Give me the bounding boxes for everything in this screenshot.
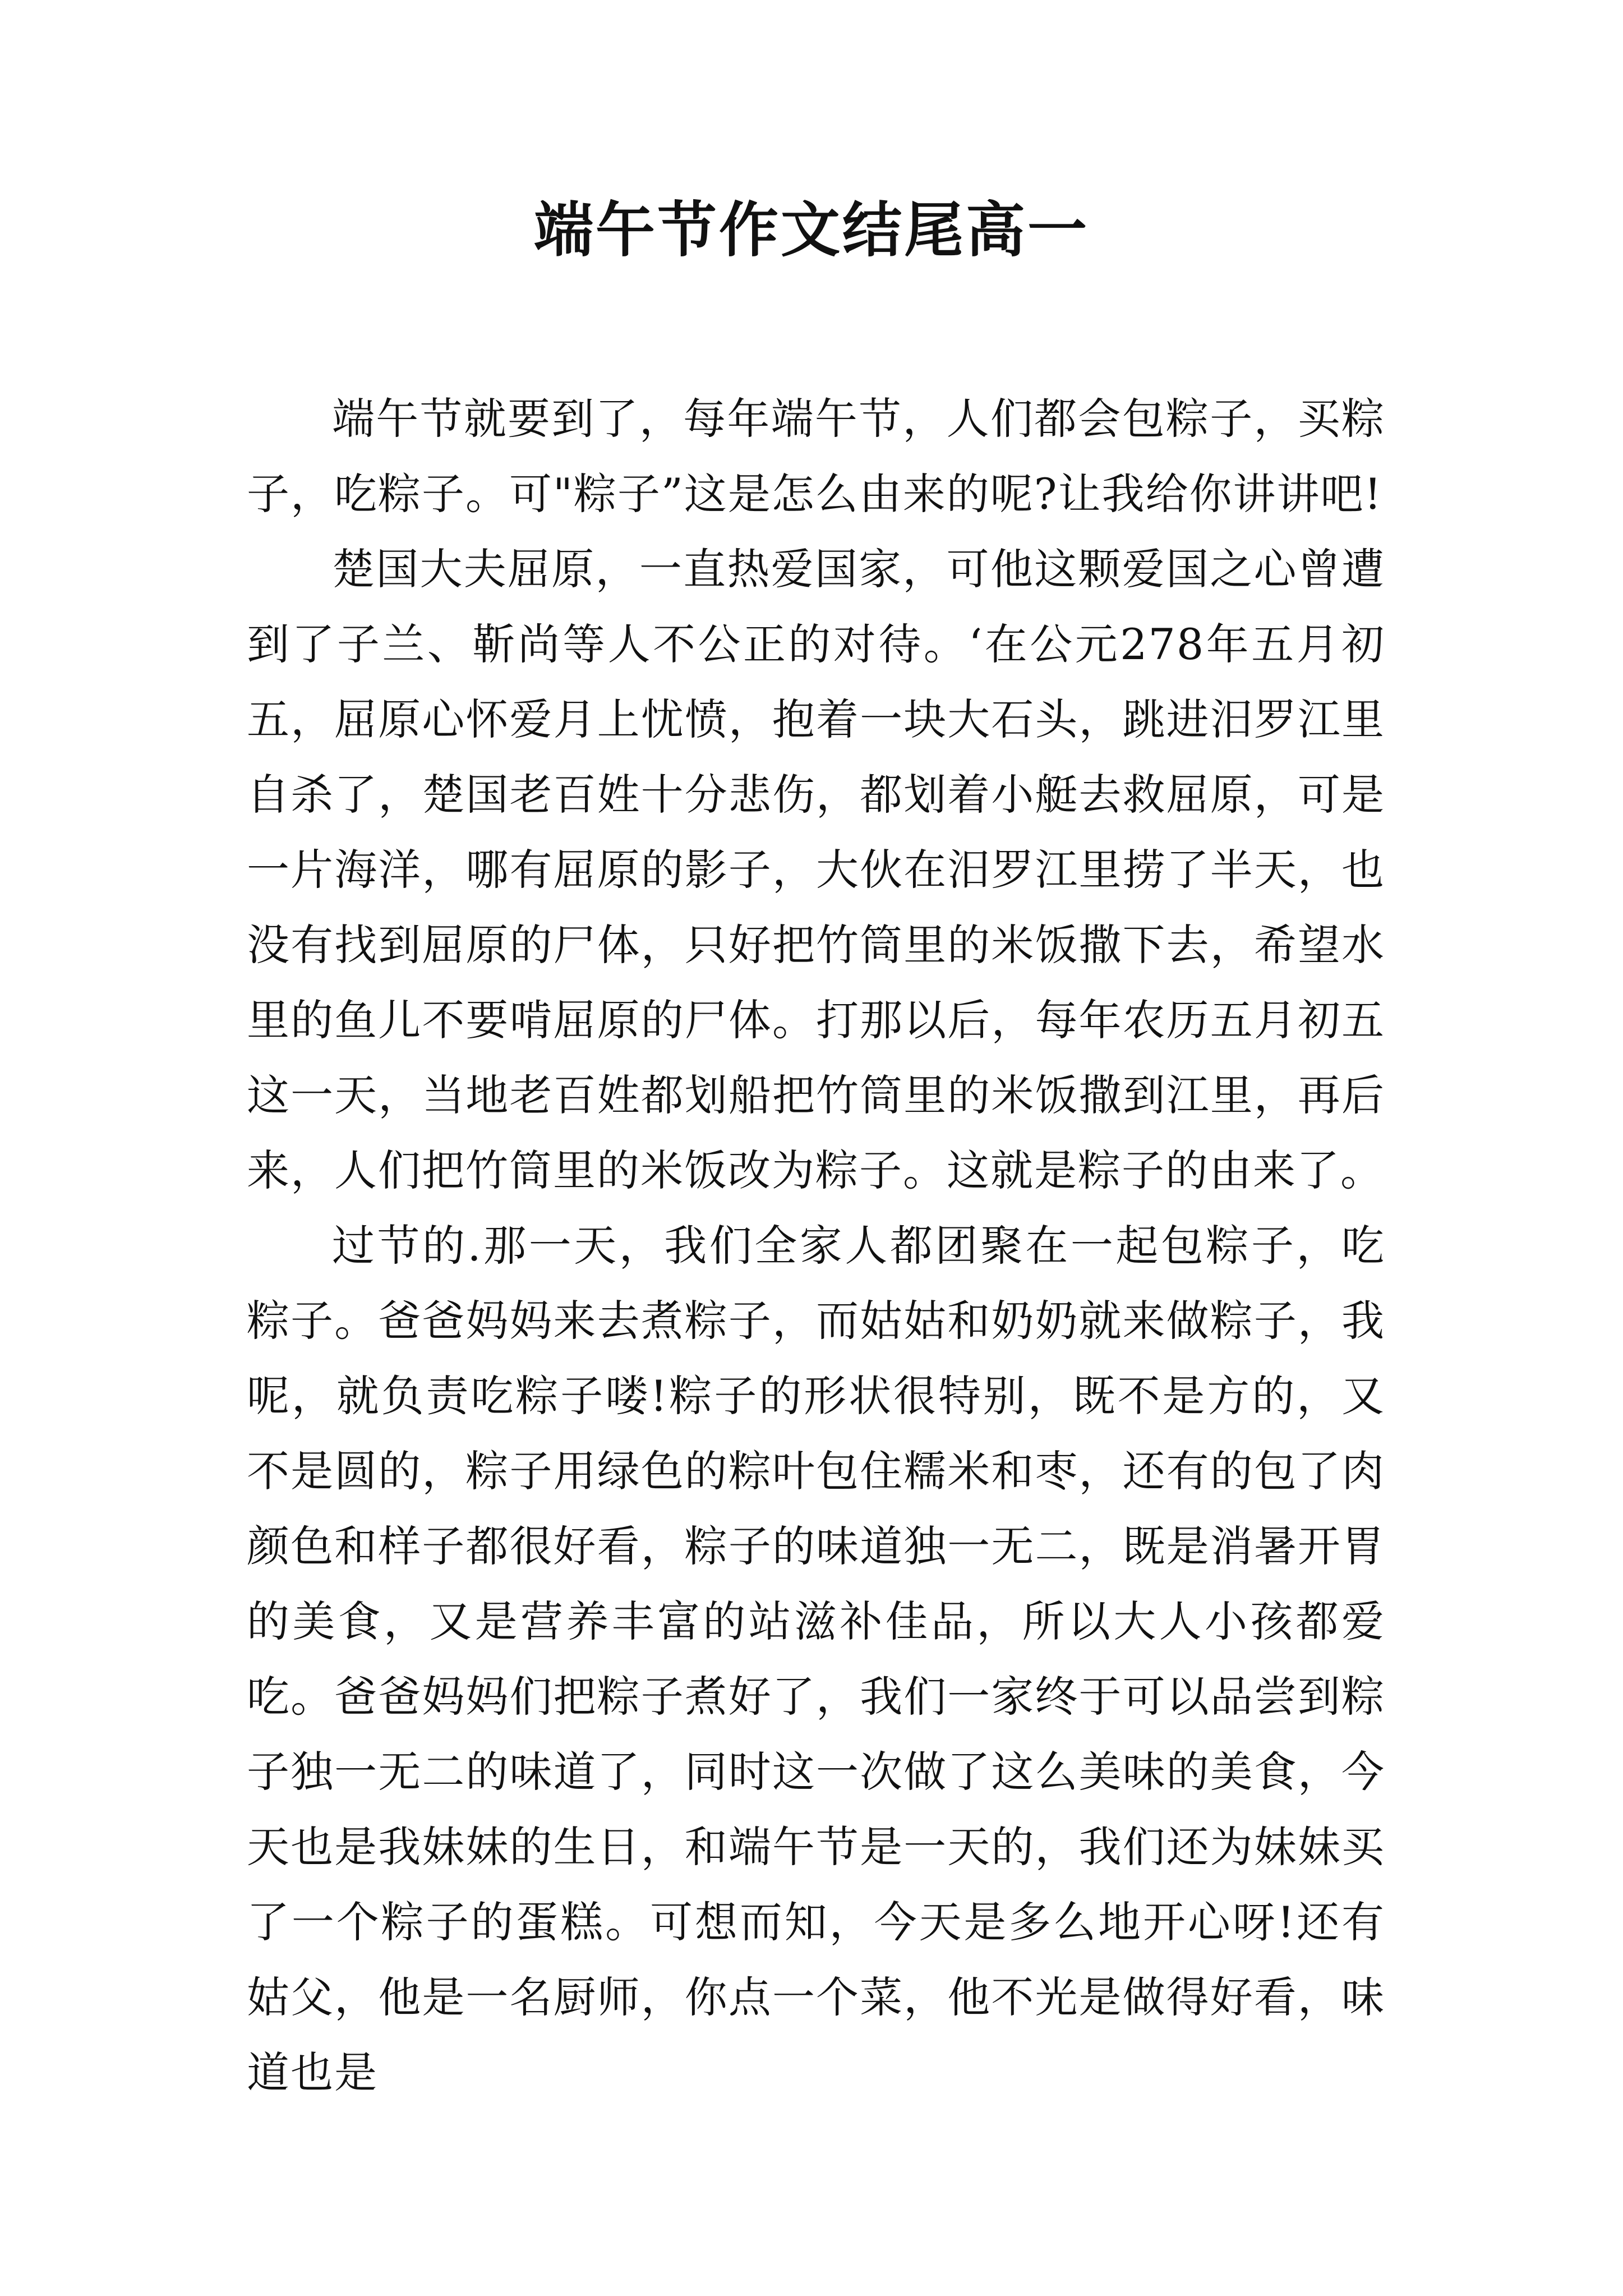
paragraph-2: 楚国大夫屈原，一直热爱国家，可他这颗爱国之心曾遭到了子兰、靳尚等人不公正的对待。‘在公元278年五月初五，屈原心怀爱月上忧愤，抱着一块大石头，跳进汨罗江里自杀了，楚国老百姓十分悲伤，都划着小艇去救屈原，可是一片海洋，哪有屈原的影子，大伙在汨罗江里捞了半天，也没有找到屈原的尸体，只好把竹筒里的米饭撒下去，希望水里的鱼儿不要啃屈原的尸体。打那以后，每年农历五月初五这一天，当地老百姓都划船把竹筒里的米饭撒到江里，再后来，人们把竹筒里的米饭改为粽子。这就是粽子的由来了。	[247, 544, 1385, 1195]
paragraph-3: 过节的.那一天，我们全家人都团聚在一起包粽子，吃粽子。爸爸妈妈来去煮粽子，而姑姑和奶奶就来做粽子，我呢，就负责吃粽子喽!粽子的形状很特别，既不是方的，又不是圆的，粽子用绿色的粽叶包住糯米和枣，还有的包了肉颜色和样子都很好看，粽子的味道独一无二，既是消暑开胃的美食，又是营养丰富的站滋补佳品，所以大人小孩都爱吃。爸爸妈妈们把粽子煮好了，我们一家终于可以品尝到粽子独一无二的味道了，同时这一次做了这么美味的美食，今天也是我妹妹的生日，和端午节是一天的，我们还为妹妹买了一个粽子的蛋糕。可想而知，今天是多么地开心呀!还有姑父，他是一名厨师，你点一个菜，他不光是做得好看，味道也是	[247, 1221, 1385, 2097]
paragraph-1: 端午节就要到了，每年端午节，人们都会包粽子，买粽子，吃粽子。可"粽子”这是怎么由来的呢?让我给你讲讲吧!	[247, 394, 1385, 519]
document-title: 端午节作文结尾高一	[534, 195, 1089, 265]
document-body	[247, 381, 1385, 2110]
